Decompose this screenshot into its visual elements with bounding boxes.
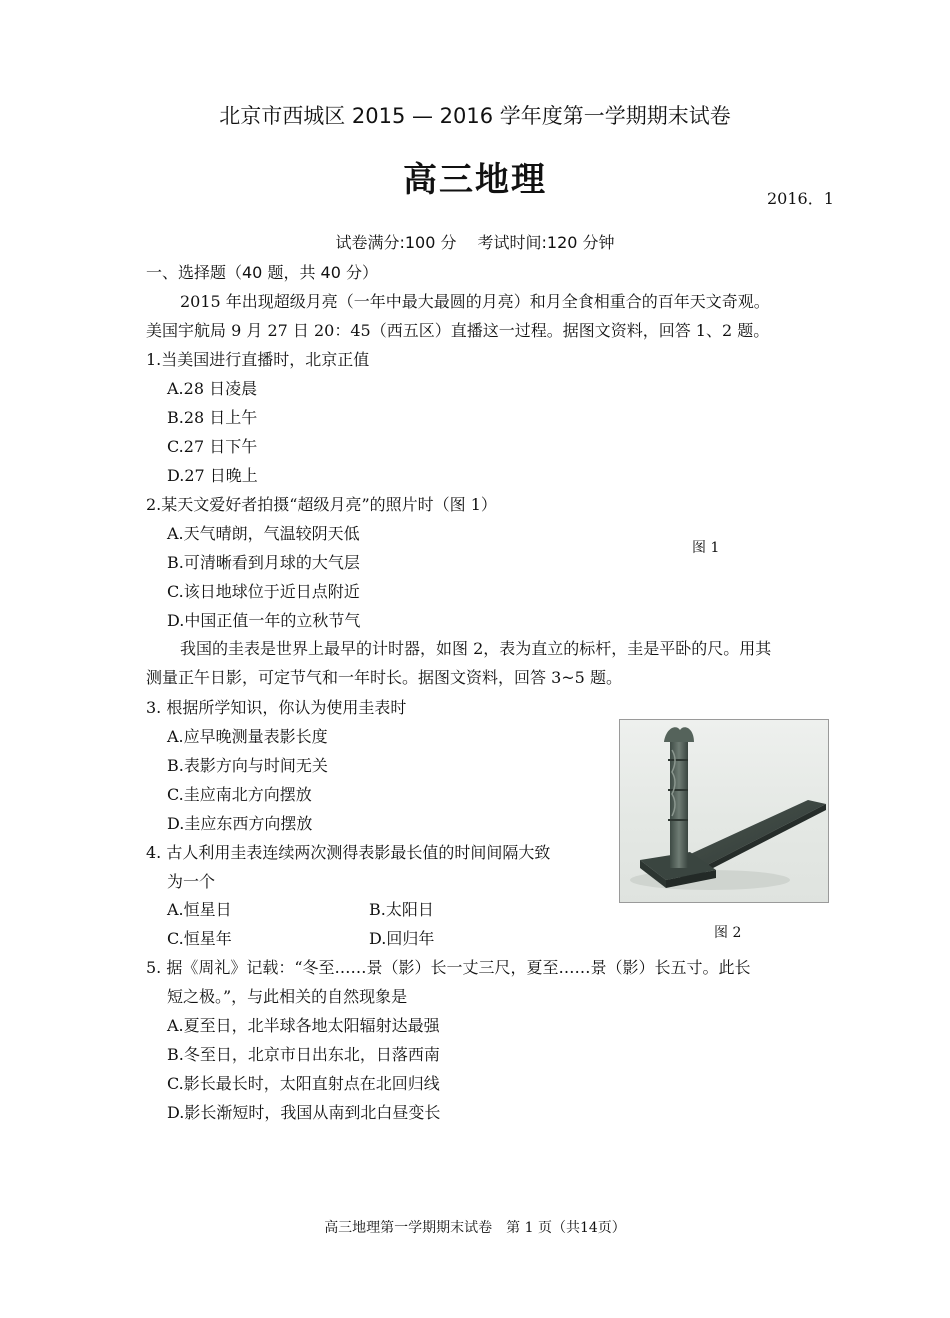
subject-title: 高三地理 (403, 160, 547, 200)
option-d: D.回归年 (369, 929, 435, 948)
passage-paragraph: 我国的圭表是世界上最早的计时器，如图 2，表为直立的标杆，圭是平卧的尺。用其 (180, 639, 772, 658)
gnomon-illustration (620, 720, 828, 902)
figure-1-caption: 图 1 (692, 540, 720, 556)
option-d: D.中国正值一年的立秋节气 (167, 611, 361, 630)
figure-2-gnomon-image (619, 719, 829, 903)
option-d: D.影长渐短时，我国从南到北白昼变长 (167, 1103, 441, 1122)
question-stem: 4. 古人利用圭表连续两次测得表影最长值的时间间隔大致 (146, 843, 551, 862)
option-b: B.表影方向与时间无关 (167, 756, 328, 775)
option-b: B.太阳日 (369, 900, 434, 919)
option-a: A.28 日凌晨 (167, 379, 258, 398)
option-d: D.27 日晚上 (167, 466, 258, 485)
option-d: D.圭应东西方向摆放 (167, 814, 313, 833)
question-stem: 5. 据《周礼》记载：“冬至……景（影）长一丈三尺，夏至……景（影）长五寸。此长 (146, 958, 751, 977)
option-c: C.27 日下午 (167, 437, 258, 456)
option-b: B.可清晰看到月球的大气层 (167, 553, 360, 572)
page-footer: 高三地理第一学期期末试卷 第 1 页（共14页） (324, 1220, 626, 1236)
exam-info: 试卷满分:100 分 考试时间:120 分钟 (335, 233, 615, 252)
question-stem-continued: 短之极。”，与此相关的自然现象是 (167, 987, 408, 1006)
option-b: B.28 日上午 (167, 408, 258, 427)
intro-paragraph: 美国宇航局 9 月 27 日 20：45（西五区）直播这一过程。据图文资料，回答 1、2 题。 (146, 321, 770, 340)
option-c: C.影长最长时，太阳直射点在北回归线 (167, 1074, 440, 1093)
option-a: A.天气晴朗，气温较阴天低 (167, 524, 360, 543)
option-c: C.恒星年 (167, 929, 232, 948)
question-stem: 3. 根据所学知识，你认为使用圭表时 (146, 698, 407, 717)
option-a: A.恒星日 (167, 900, 232, 919)
question-stem: 1.当美国进行直播时，北京正值 (146, 350, 370, 369)
option-c: C.圭应南北方向摆放 (167, 785, 312, 804)
question-stem-continued: 为一个 (167, 872, 216, 891)
exam-title: 北京市西城区 2015 — 2016 学年度第一学期期末试卷 (219, 104, 731, 128)
intro-paragraph: 2015 年出现超级月亮（一年中最大最圆的月亮）和月全食相重合的百年天文奇观。 (180, 292, 770, 311)
passage-paragraph: 测量正午日影，可定节气和一年时长。据图文资料，回答 3~5 题。 (146, 668, 622, 687)
question-stem: 2.某天文爱好者拍摄“超级月亮”的照片时（图 1） (146, 495, 497, 514)
exam-date: 2016．1 (767, 189, 834, 208)
option-a: A.夏至日，北半球各地太阳辐射达最强 (167, 1016, 440, 1035)
option-c: C.该日地球位于近日点附近 (167, 582, 360, 601)
figure-2-caption: 图 2 (714, 925, 742, 941)
section-heading: 一、选择题（40 题，共 40 分） (146, 263, 378, 282)
option-b: B.冬至日，北京市日出东北，日落西南 (167, 1045, 440, 1064)
option-a: A.应早晚测量表影长度 (167, 727, 328, 746)
